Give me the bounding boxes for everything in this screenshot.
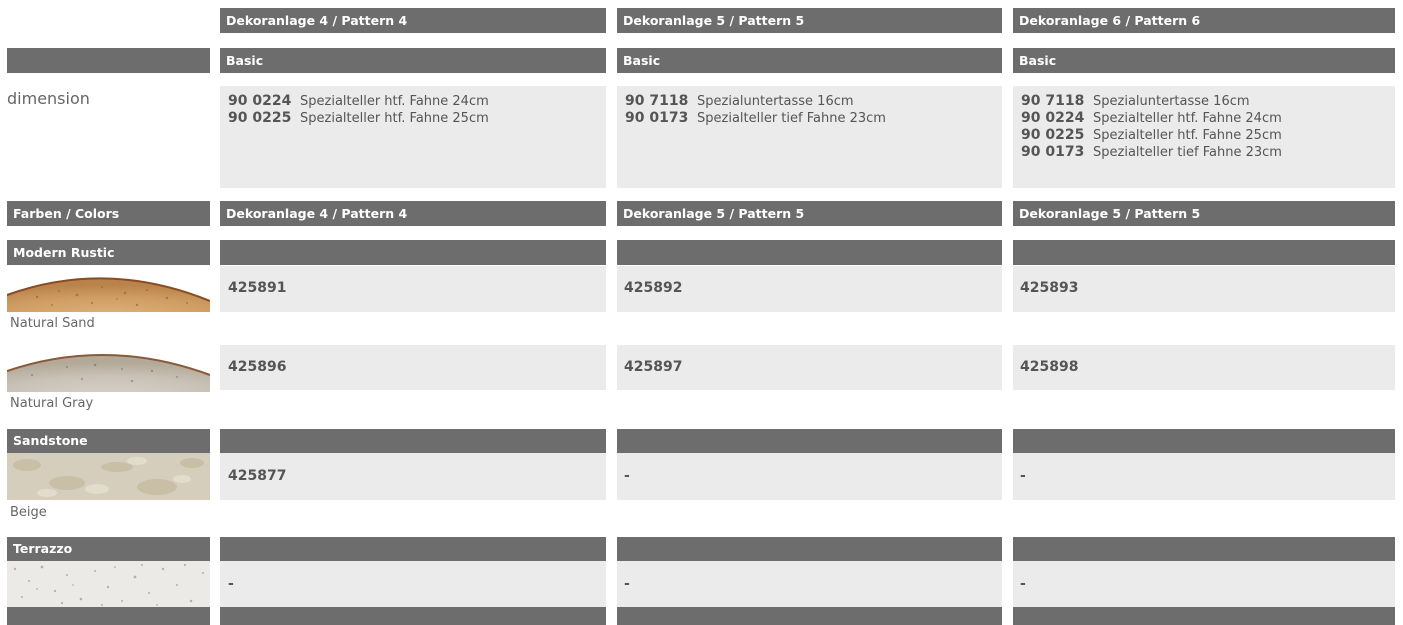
group-bar-col2 xyxy=(617,537,1002,561)
plate-rim-image xyxy=(7,345,210,392)
dimension-cell-col3 xyxy=(1013,86,1395,188)
terrazzo-code-col2: - xyxy=(624,576,630,592)
article-code: 90 0225 xyxy=(1021,127,1085,143)
terrazzo-code-col1: - xyxy=(228,576,234,592)
group-header-terrazzo: Terrazzo xyxy=(7,537,210,561)
natural-sand-code-col1: 425891 xyxy=(228,280,287,296)
natural-gray-code-col1: 425896 xyxy=(228,359,287,375)
article-code: 90 0224 xyxy=(228,93,292,109)
sandstone-code-col1: 425877 xyxy=(228,468,287,484)
natural-gray-label: Natural Gray xyxy=(10,396,94,411)
basic-header-col3: Basic xyxy=(1013,48,1395,73)
natural-sand-code-col2: 425892 xyxy=(624,280,683,296)
colors-pattern-header-col2: Dekoranlage 5 / Pattern 5 xyxy=(617,201,1002,226)
sandstone-cell-col3 xyxy=(1013,453,1395,500)
dimension-line xyxy=(625,93,1002,110)
dimension-line xyxy=(625,110,1002,127)
pattern-header-col3: Dekoranlage 6 / Pattern 6 xyxy=(1013,8,1395,33)
footer-bar-col3 xyxy=(1013,607,1395,625)
article-code: 90 0224 xyxy=(1021,110,1085,126)
plate-rim-image xyxy=(7,265,210,312)
article-code: 90 0225 xyxy=(228,110,292,126)
group-bar-col1 xyxy=(220,240,606,265)
group-bar-col2 xyxy=(617,429,1002,453)
sandstone-code-col3: - xyxy=(1020,468,1026,484)
footer-bar-col1 xyxy=(220,607,606,625)
article-desc: Spezialteller htf. Fahne 24cm xyxy=(1093,111,1282,126)
article-desc: Spezialuntertasse 16cm xyxy=(697,94,854,109)
article-desc: Spezialteller htf. Fahne 24cm xyxy=(300,94,489,109)
footer-bar-col2 xyxy=(617,607,1002,625)
group-bar-col3 xyxy=(1013,537,1395,561)
terrazzo-cell-col2 xyxy=(617,561,1002,607)
terrazzo-code-col3: - xyxy=(1020,576,1026,592)
dimension-cell-col1 xyxy=(220,86,606,188)
dimension-line xyxy=(1021,144,1395,161)
group-header-sandstone: Sandstone xyxy=(7,429,210,453)
article-code: 90 7118 xyxy=(1021,93,1085,109)
colors-pattern-header-col1: Dekoranlage 4 / Pattern 4 xyxy=(220,201,606,226)
dimension-line xyxy=(228,93,606,110)
dimension-label: dimension xyxy=(7,89,90,108)
group-bar-col3 xyxy=(1013,240,1395,265)
terrazzo-swatch xyxy=(7,561,210,608)
sandstone-beige-swatch xyxy=(7,453,210,500)
natural-gray-code-col3: 425898 xyxy=(1020,359,1079,375)
sandstone-code-col2: - xyxy=(624,468,630,484)
beige-label: Beige xyxy=(10,505,47,520)
natural-gray-swatch xyxy=(7,345,210,392)
basic-header-col2: Basic xyxy=(617,48,1002,73)
natural-sand-label: Natural Sand xyxy=(10,316,95,331)
article-code: 90 0173 xyxy=(1021,144,1085,160)
article-desc: Spezialteller tief Fahne 23cm xyxy=(697,111,886,126)
dimension-line xyxy=(1021,127,1395,144)
dimension-line xyxy=(1021,93,1395,110)
group-header-modern-rustic: Modern Rustic xyxy=(7,240,210,265)
pattern-header-col1: Dekoranlage 4 / Pattern 4 xyxy=(220,8,606,33)
article-desc: Spezialteller htf. Fahne 25cm xyxy=(300,111,489,126)
terrazzo-cell-col3 xyxy=(1013,561,1395,607)
dimension-line xyxy=(1021,110,1395,127)
article-desc: Spezialteller htf. Fahne 25cm xyxy=(1093,128,1282,143)
natural-gray-code-col2: 425897 xyxy=(624,359,683,375)
dimension-line xyxy=(228,110,606,127)
group-bar-col3 xyxy=(1013,429,1395,453)
terrazzo-cell-col1 xyxy=(220,561,606,607)
natural-sand-code-col3: 425893 xyxy=(1020,280,1079,296)
footer-bar-left xyxy=(7,607,210,625)
article-desc: Spezialteller tief Fahne 23cm xyxy=(1093,145,1282,160)
colors-header: Farben / Colors xyxy=(7,201,210,226)
group-bar-col2 xyxy=(617,240,1002,265)
basic-header-col1: Basic xyxy=(220,48,606,73)
article-code: 90 7118 xyxy=(625,93,689,109)
sandstone-cell-col2 xyxy=(617,453,1002,500)
dimension-cell-col2 xyxy=(617,86,1002,188)
texture-image xyxy=(7,453,210,500)
texture-image xyxy=(7,561,210,608)
group-bar-col1 xyxy=(220,537,606,561)
article-desc: Spezialuntertasse 16cm xyxy=(1093,94,1250,109)
article-code: 90 0173 xyxy=(625,110,689,126)
group-bar-col1 xyxy=(220,429,606,453)
basic-bar-left xyxy=(7,48,210,73)
natural-sand-swatch xyxy=(7,265,210,312)
colors-pattern-header-col3: Dekoranlage 5 / Pattern 5 xyxy=(1013,201,1395,226)
pattern-header-col2: Dekoranlage 5 / Pattern 5 xyxy=(617,8,1002,33)
